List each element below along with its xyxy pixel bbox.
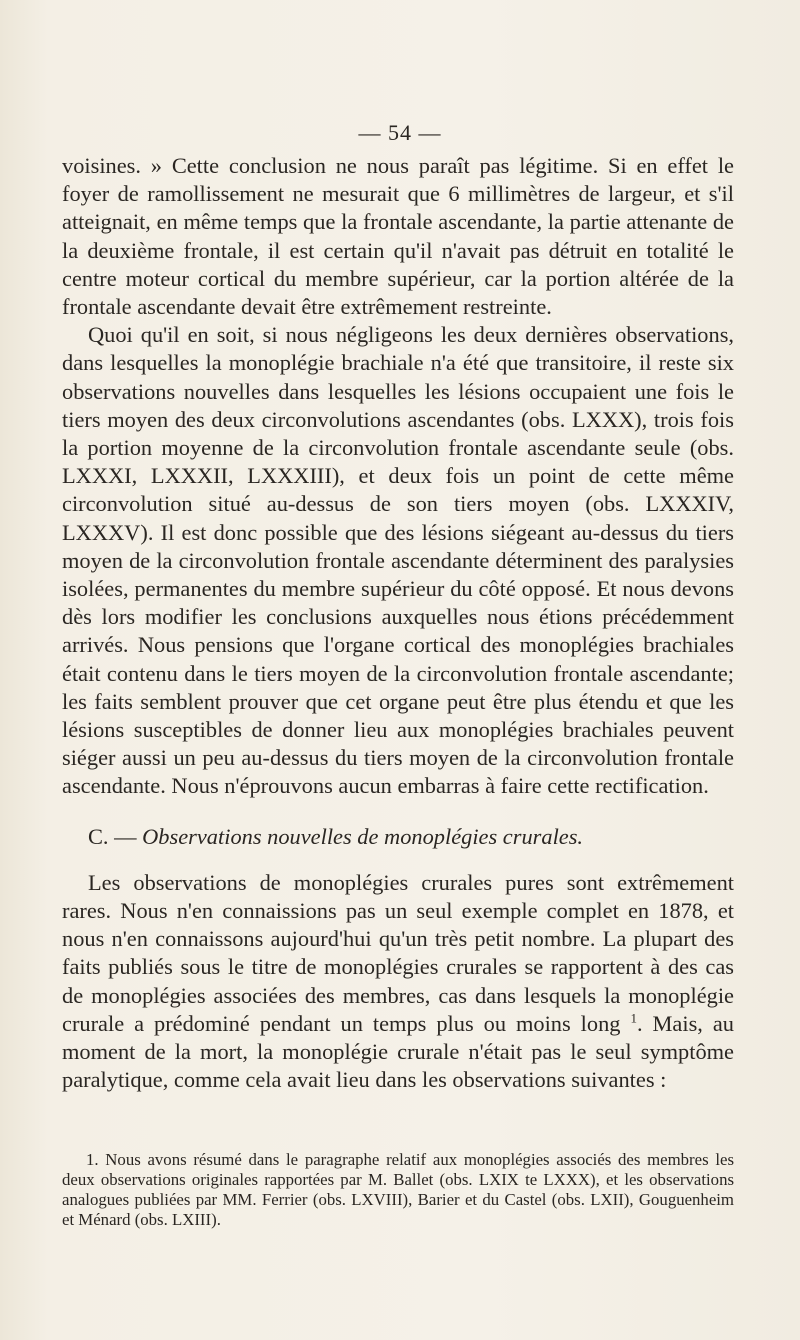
paragraph-continued: voisines. » Cette conclusion ne nous paraît pas légitime. Si en effet le foyer de ramollissement ne mesurait que 6 millimètres de largeur, et s'il atteignait, en même temps que la frontale ascendante, la partie attenante de la deuxième frontale, il est certain qu'il n'avait pas détruit en totalité le centre moteur cortical du membre supérieur, car la portion altérée de la frontale ascendante devait être extrêmement restreinte. <box>62 153 734 320</box>
paragraph-monoplegie-crurale <box>62 869 734 1095</box>
paragraph-text-after-note: . Mais, au moment de la mort, la monoplégie crurale n'était pas le seul symptôme paralytique, comme cela avait lieu dans les observations suivantes : <box>62 1010 734 1093</box>
paragraph-text-before-note: Les observations de monoplégies crurales pures sont extrêmement rares. Nous n'en connaissions pas un seul exemple complet en 1878, et nous n'en connaissons aujourd'hui qu'un très petit nombre. La plupart des faits publiés sous le titre de monoplégies crurales se rapportent à des cas de monoplégies associées des membres, cas dans lesquels la monoplégie crurale a prédominé pendant un temps plus ou moins long <box>62 869 734 1036</box>
footnote-reference[interactable]: 1 <box>630 1010 637 1026</box>
section-title: Observations nouvelles de monoplégies crurales. <box>142 823 584 849</box>
paragraph-monoplegie-brachiale: Quoi qu'il en soit, si nous négligeons les deux dernières observations, dans lesquelles la monoplégie brachiale n'a été que transitoire, il reste six observations nouvelles dans lesquelles les lésions occupaient une fois le tiers moyen des deux circonvolutions ascendantes (obs. LXXX), trois fois la portion moyenne de la circonvolution frontale ascendante seule (obs. LXXXI, LXXXII, LXXXIII), et deux fois un point de cette même circonvolution situé au-dessus de son tiers moyen (obs. LXXXIV, LXXXV). Il est donc possible que des lésions siégeant au-dessus du tiers moyen de la circonvolution frontale ascendante déterminent des paralysies isolées, permanentes du membre supérieur du côté opposé. Et nous devons dès lors modifier les conclusions auxquelles nous étions précédemment arrivés. Nous pensions que l'organe cortical des monoplégies brachiales était contenu dans le tiers moyen de la circonvolution frontale ascendante; les faits semblent prouver que cet organe peut être plus étendu et que les lésions susceptibles de donner lieu aux monoplégies brachiales peuvent siéger aussi un peu au-dessus du tiers moyen de la circonvolution frontale ascendante. Nous n'éprouvons aucun embarras à faire cette rectification. <box>62 322 734 799</box>
section-heading <box>62 823 734 851</box>
body-text <box>62 152 734 1095</box>
section-label: C. — <box>88 823 137 849</box>
footnote: 1. Nous avons résumé dans le paragraphe relatif aux monoplégies associés des membres les deux observations originales rapportées par M. Ballet (obs. LXIX te LXXX), et les observations analogues publiées par MM. Ferrier (obs. LXVIII), Barier et du Castel (obs. LXII), Gouguenheim et Ménard (obs. LXIII). <box>62 1150 734 1229</box>
page-number: — 54 — <box>358 120 442 145</box>
